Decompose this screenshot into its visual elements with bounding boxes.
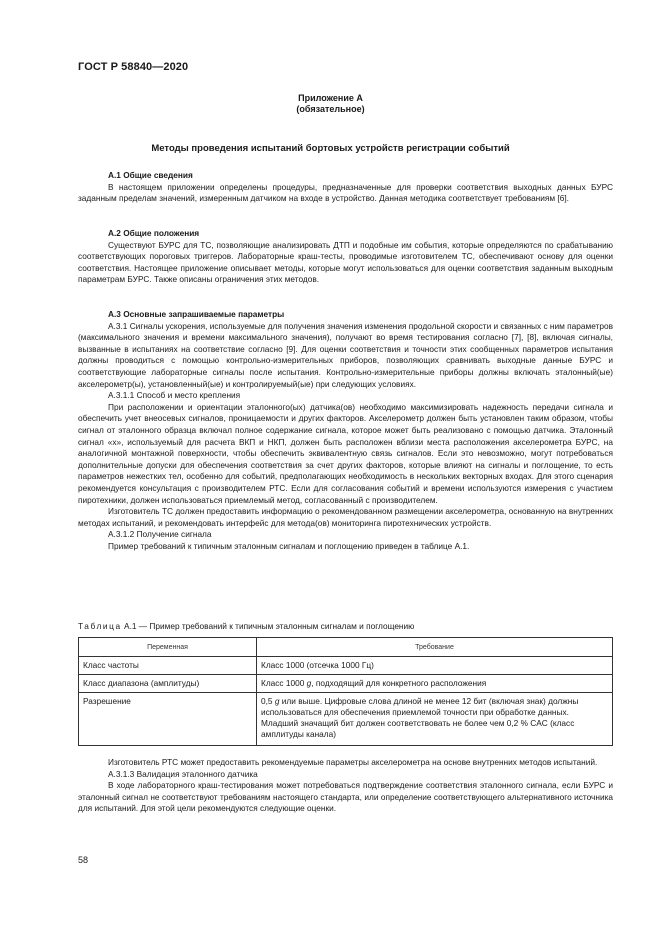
requirement-text: или выше. Цифровые слова длиной не менее 12 бит (включая знак) должны использоваться для обеспечения приемлемой точности при обработке данных. Младший значащий бит должен соответствовать не более чем 0,2 % CAC (класс амплитуды канала) (261, 696, 579, 739)
cell-requirement (257, 675, 613, 693)
paragraph: Существуют БУРС для ТС, позволяющие анализировать ДТП и подобные им события, которые определяются по срабатыванию соответствующих пороговых триггеров. Лабораторные краш-тесты, проводимые изготовителем ТС, обеспечивают основу для оценки соответствия. Настоящее приложение описывает методы, которые могут использоваться для оценки соответствия заданным выходным параметрам БУРС. Также описаны ограничения этих методов. (78, 239, 613, 285)
cell-requirement: Класс 1000 (отсечка 1000 Гц) (257, 657, 613, 675)
table-row (79, 657, 613, 675)
section-a3 (78, 309, 613, 552)
section-a2 (78, 228, 613, 286)
paragraph: В ходе лабораторного краш-тестирования может потребоваться подтверждение соответствия эталонного сигнала, если БУРС и эталонный сигнал не соответствуют требованиям настоящего стандарта, или определение соответствующего альтернативного источника для испытаний. Для этой цели рекомендуются следующие оценки. (78, 780, 613, 814)
table-row (79, 693, 613, 746)
requirement-text: , подходящий для конкретного расположения (311, 678, 487, 688)
section-heading: А.1 Общие сведения (108, 170, 193, 180)
subsection-heading: А.3.1.3 Валидация эталонного датчика (108, 768, 258, 779)
cell-variable: Класс частоты (79, 657, 257, 675)
paragraph: Изготовитель РТС может предоставить рекомендуемые параметры акселерометра на основе внутренних методов испытаний. (108, 757, 598, 767)
requirement-text: 0,5 (261, 696, 275, 706)
paragraph: Пример требований к типичным эталонным сигналам и поглощению приведен в таблице А.1. (108, 540, 470, 551)
standard-header: ГОСТ Р 58840—2020 (78, 61, 189, 73)
section-a1 (78, 170, 613, 205)
column-header-requirement: Требование (257, 638, 613, 657)
page-number: 58 (78, 855, 89, 865)
paragraph: Изготовитель ТС должен предоставить информацию о рекомендованном размещении акселерометра, основанную на внутренних методах испытаний, и рекомендовать интерфейс для метода(ов) мониторинга пиротехнических устройств. (78, 506, 613, 528)
paragraph: В настоящем приложении определены процедуры, предназначенные для проверки соответствия выходных данных БУРС заданным пределам значений, измеренным датчиком на входе в устройство. Данная методика соответствует требованиям [6]. (78, 181, 613, 204)
cell-variable: Разрешение (79, 693, 257, 746)
after-table-section (78, 757, 613, 815)
cell-variable: Класс диапазона (амплитуды) (79, 675, 257, 693)
table-caption (78, 621, 414, 631)
subsection-heading: А.3.1.1 Способ и место крепления (108, 390, 241, 401)
annex-title: Приложение А (298, 93, 363, 103)
paragraph: При расположении и ориентации эталонного(ых) датчика(ов) необходимо максимизировать надежность передачи сигнала и обеспечить учет внеосевых сигналов, проницаемости и других факторов. Акселерометр должен быть установлен таким образом, чтобы сигнал от эталонного образца включал полное содержание сигнала, которое может быть реализовано с помощью датчика. Эталонный сигнал «х», используемый для расчета ВКП и НКП, должен быть расположен вблизи места расположения акселерометра БУРС, на аналогичной монтажной поверхности, чтобы обеспечить эквивалентную связь сигналов. Если это невозможно, могут потребоваться дополнительные допуски для обеспечения соответствия за счет других факторов, которые влияют на сигналы и поглощение, то есть параметров нежестких тел, особенно для событий, предполагающих необходимость в нескольких векторных входах. Для этого сценария рекомендуется консультация с производителем РТС. Если для согласования событий и времени используются измерения с участием пиротехники, должен использоваться приемлемый метод, согласованный с производителем. (78, 401, 613, 505)
annex-status: (обязательное) (296, 104, 365, 114)
table-caption-text: А.1 — Пример требований к типичным эталонным сигналам и поглощению (124, 621, 415, 631)
document-title: Методы проведения испытаний бортовых устройств регистрации событий (151, 143, 510, 154)
section-heading: А.2 Общие положения (108, 228, 200, 238)
table-caption-label: Таблица (78, 621, 122, 631)
table-header-row (79, 638, 613, 657)
requirement-text: Класс 1000 (261, 678, 307, 688)
table-row (79, 675, 613, 693)
paragraph: А.3.1 Сигналы ускорения, используемые для получения значения изменения продольной скорости и связанных с ним параметров (максимального значения и времени максимального значения), получают во время тестирования согласно [7], [8], включая сигналы, вызванные в испытаниях на соответствие согласно [9]. Для оценки соответствия и точности этих сообщенных параметров испытания должны проводиться с помощью контрольно-измерительных приборов, позволяющих сравнивать выходные данные БУРС и соответствующие лабораторные сигналы после испытания. Контрольно-измерительные приборы должны включать эталонный(ые) акселерометр(ы), установленный(ые) и контролируемый(ые) при следующих условиях. (78, 320, 613, 389)
cell-requirement (257, 693, 613, 746)
g-unit: g (274, 696, 280, 706)
section-heading: А.3 Основные запрашиваемые параметры (108, 309, 285, 319)
g-unit: g (306, 678, 312, 688)
column-header-variable: Переменная (79, 638, 257, 657)
requirements-table (78, 637, 613, 746)
subsection-heading: А.3.1.2 Получение сигнала (108, 529, 212, 540)
